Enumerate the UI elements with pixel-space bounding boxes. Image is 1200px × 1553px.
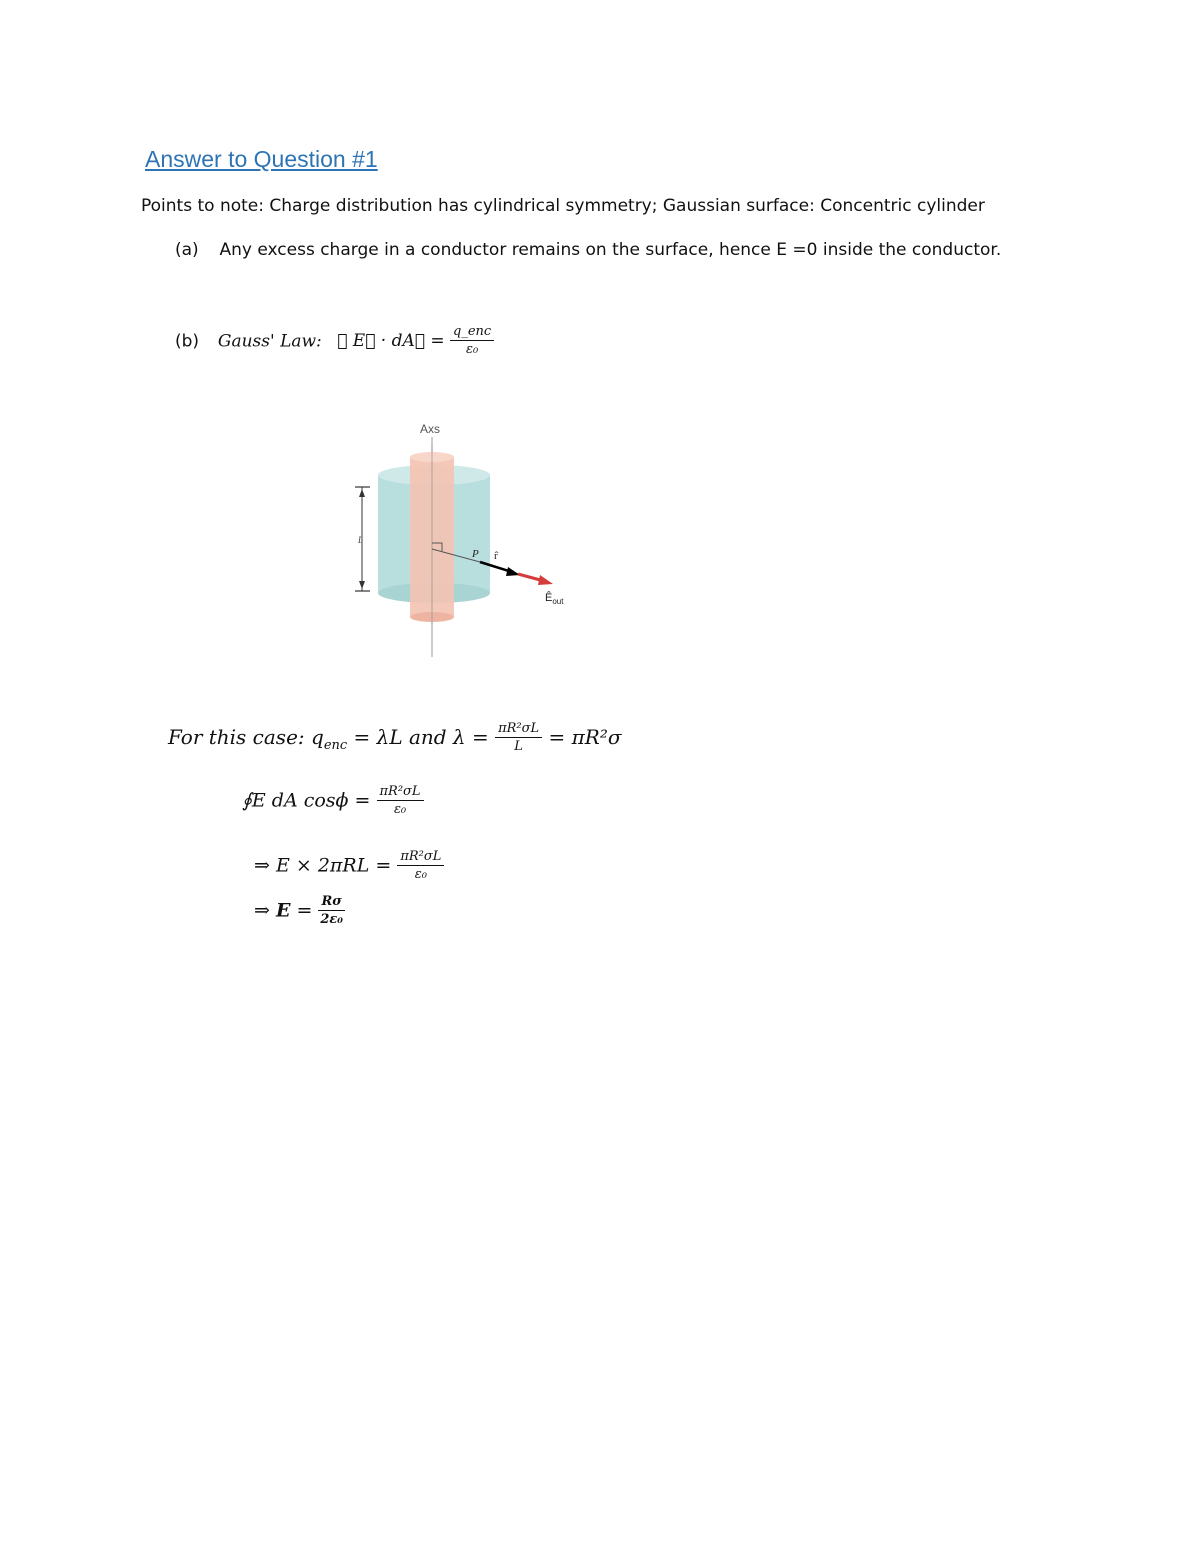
eq3-lhs: ⇒ E × 2πRL = xyxy=(254,854,398,877)
gauss-law-prefix: Gauss' Law: xyxy=(217,331,322,352)
answer-heading: Answer to Question #1 xyxy=(145,146,378,172)
eq1-fraction xyxy=(495,722,542,755)
eq1-end: = πR²σ xyxy=(548,724,622,749)
part-b-label: (b) xyxy=(175,331,200,352)
equation-line-2 xyxy=(242,785,424,818)
equation-line-3 xyxy=(254,850,444,883)
eq4-numerator: Rσ xyxy=(318,895,344,911)
gauss-law-fraction xyxy=(450,325,494,358)
axis-label: Axs xyxy=(420,422,441,436)
e-out-symbol: Ê xyxy=(545,592,553,604)
eq2-numerator: πR²σL xyxy=(377,785,424,801)
eq4-denominator: 2ε₀ xyxy=(320,912,343,928)
e-out-label xyxy=(545,591,564,606)
eq4-lhs: ⇒ xyxy=(254,899,276,922)
eq1-denominator: L xyxy=(514,739,523,755)
eq3-fraction xyxy=(397,850,444,883)
part-a xyxy=(175,240,1001,260)
eq4-fraction xyxy=(318,895,344,928)
gauss-law-lhs: ∮ E⃗ · dA⃗ = xyxy=(337,331,445,352)
eq2-denominator: ε₀ xyxy=(393,802,407,818)
r-hat-label: r̂ xyxy=(494,550,498,562)
gauss-law-numerator: q_enc xyxy=(450,325,494,341)
length-label: L xyxy=(358,535,364,545)
e-out-subscript: out xyxy=(552,597,564,606)
eq4-e: E xyxy=(275,899,291,922)
length-arrow-bottom xyxy=(359,581,365,589)
cylinder-figure xyxy=(340,415,600,665)
eq3-numerator: πR²σL xyxy=(397,850,444,866)
length-arrow-top xyxy=(359,489,365,497)
e-out-arrowhead xyxy=(538,575,553,585)
eq2-fraction xyxy=(377,785,424,818)
part-a-text: Any excess charge in a conductor remains on the surface, hence E =0 inside the conductor. xyxy=(219,240,1002,260)
eq3-denominator: ε₀ xyxy=(414,867,427,883)
part-b xyxy=(175,325,494,358)
part-a-label: (a) xyxy=(175,240,199,260)
points-note: Points to note: Charge distribution has cylindrical symmetry; Gaussian surface: Concentric cylinder xyxy=(141,196,985,216)
eq2-lhs: ∮E dA cosϕ = xyxy=(242,789,377,812)
equation-line-1 xyxy=(168,722,622,755)
eq4-eq: = xyxy=(290,899,319,922)
cylinder-diagram xyxy=(340,415,600,665)
eq1-mid: = λL and λ = xyxy=(347,724,496,749)
equation-line-4 xyxy=(254,895,345,928)
eq1-numerator: πR²σL xyxy=(495,722,542,738)
eq1-prefix: For this case: q xyxy=(168,724,324,749)
point-label: P xyxy=(472,548,479,560)
gauss-law-denominator: ε₀ xyxy=(466,342,479,358)
eq1-sub: enc xyxy=(323,737,348,753)
